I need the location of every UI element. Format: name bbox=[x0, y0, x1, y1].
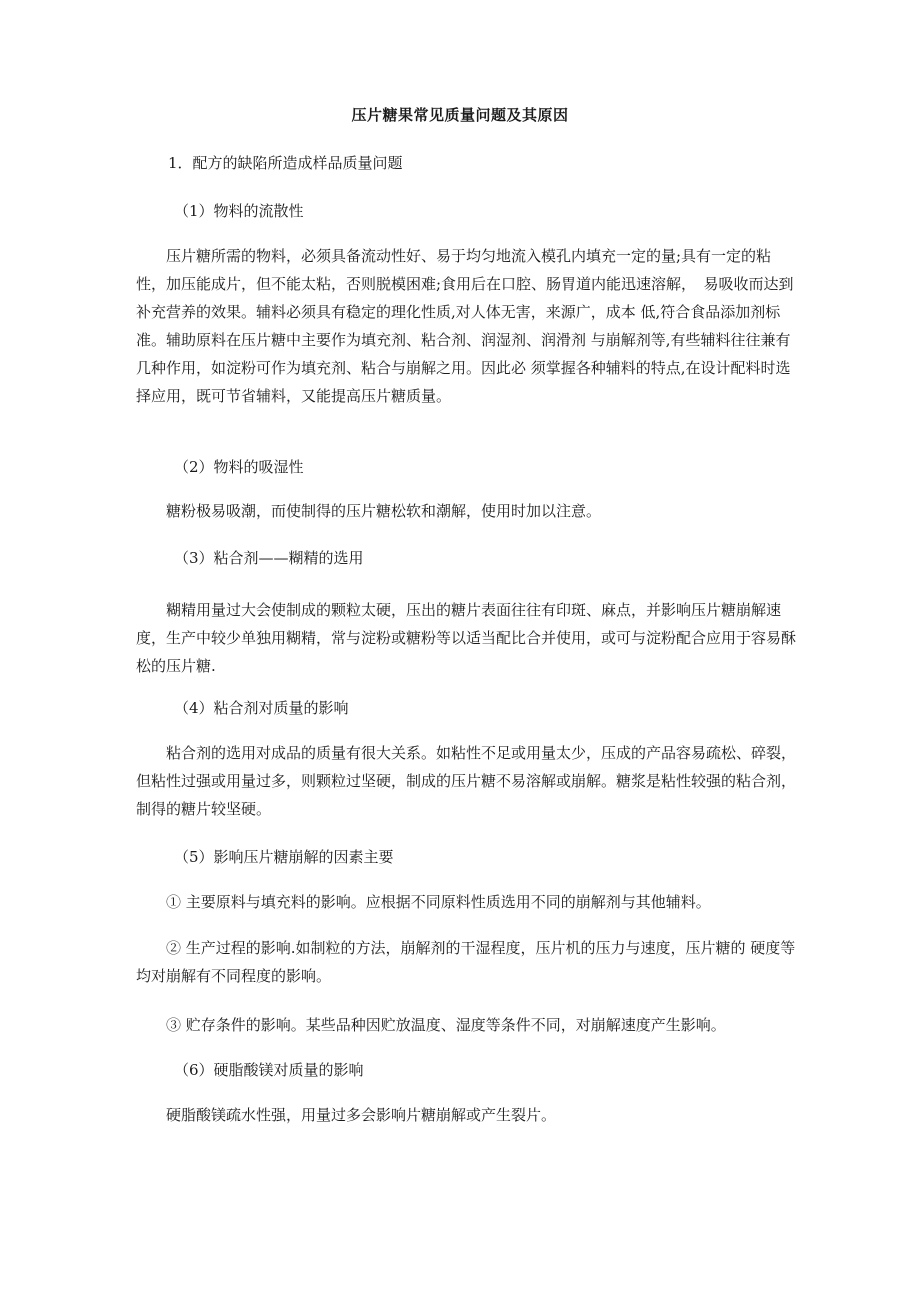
subsection-5-item-3: ③ 贮存条件的影响。某些品种因贮放温度、湿度等条件不同，对崩解速度产生影响。 bbox=[166, 1016, 726, 1034]
subsection-5-item-1: ① 主要原料与填充料的影响。应根据不同原料性质选用不同的崩解剂与其他辅料。 bbox=[166, 893, 711, 911]
subsection-5-heading: （5）影响压片糖崩解的因素主要 bbox=[174, 848, 394, 866]
document-title: 压片糖果常见质量问题及其原因 bbox=[351, 106, 569, 124]
subsection-3-body: 糊精用量过大会使制成的颗粒太硬，压出的糖片表面往往有印斑、麻点，并影响压片糖崩解速度，生产中较少单独用糊精，常与淀粉或糖粉等以适当配比合并使用，或可与淀粉配合应用于容易酥松的压片糖. bbox=[136, 601, 797, 675]
subsection-1-body: 压片糖所需的物料，必须具备流动性好、易于均匀地流入模孔内填充一定的量;具有一定的粘性，加压能成片，但不能太粘，否则脱模困难;食用后在口腔、肠胃道内能迅速溶解， 易吸收而达到补充营养的效果。辅料必须具有稳定的理化性质,对人体无害，来源广，成本 低,符合食品添加剂标准。辅助原料在压片糖中主要作为填充剂、粘合剂、润湿剂、润滑剂 与崩解剂等,有些辅料往往兼有几种作用，如淀粉可作为填充剂、粘合与崩解之用。因此必 须掌握各种辅料的特点,在设计配料时选择应用，既可节省辅料，又能提高压片糖质量。 bbox=[136, 247, 794, 405]
subsection-6-heading: （6）硬脂酸镁对质量的影响 bbox=[174, 1061, 364, 1079]
subsection-3-heading: （3）粘合剂——糊精的选用 bbox=[174, 549, 364, 567]
subsection-4-body: 粘合剂的选用对成品的质量有很大关系。如粘性不足或用量太少，压成的产品容易疏松、碎裂，但粘性过强或用量过多，则颗粒过坚硬，制成的压片糖不易溶解或崩解。糖浆是粘性较强的粘合剂，制得的糖片较坚硬。 bbox=[136, 744, 797, 818]
subsection-5-item-2: ② 生产过程的影响.如制粒的方法，崩解剂的干湿程度，压片机的压力与速度，压片糖的 硬度等均对崩解有不同程度的影响。 bbox=[136, 939, 796, 985]
subsection-4-heading: （4）粘合剂对质量的影响 bbox=[174, 699, 349, 717]
subsection-2-heading: （2）物料的吸湿性 bbox=[174, 458, 304, 476]
subsection-2-body: 糖粉极易吸潮，而使制得的压片糖松软和潮解，使用时加以注意。 bbox=[166, 502, 602, 520]
subsection-1-heading: （1）物料的流散性 bbox=[174, 202, 304, 220]
section-1-heading: 1．配方的缺陷所造成样品质量问题 bbox=[168, 154, 403, 172]
subsection-6-body: 硬脂酸镁疏水性强，用量过多会影响片糖崩解或产生裂片。 bbox=[166, 1106, 557, 1124]
